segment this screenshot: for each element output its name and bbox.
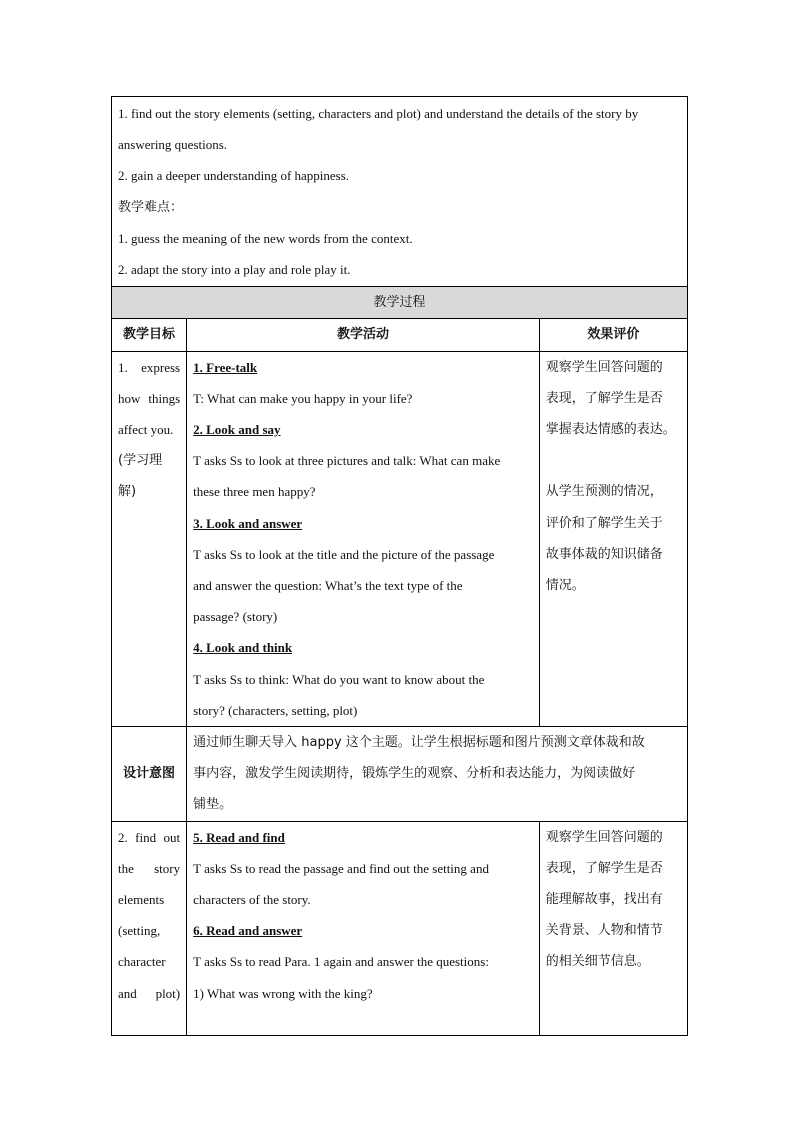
evaluation-line bbox=[546, 445, 681, 476]
evaluation-line: 能理解故事，找出有 bbox=[545, 892, 663, 908]
lesson-plan-table bbox=[111, 96, 688, 1036]
difficulty-label: 教学难点： bbox=[118, 199, 184, 215]
objective-line-2: answering questions. bbox=[118, 137, 228, 153]
objective-line-3: 2. gain a deeper understanding of happiness. bbox=[118, 168, 350, 184]
activity-line: T asks Ss to read Para. 1 again and answer the questions: bbox=[193, 954, 489, 970]
objective-line-1: 1. find out the story elements (setting, characters and plot) and understand the details of the story by bbox=[118, 106, 639, 121]
column-header-evaluation: 效果评价 bbox=[539, 319, 687, 351]
activity-heading: 1. Free-talk bbox=[193, 359, 258, 375]
goal-cell-2 bbox=[112, 821, 187, 1035]
activity-line: T asks Ss to think: What do you want to know about the bbox=[193, 671, 485, 687]
activity-line: and answer the question: What’s the text type of the bbox=[193, 578, 463, 594]
activity-line: T asks Ss to look at three pictures and talk: What can make bbox=[193, 453, 501, 469]
evaluation-line: 观察学生回答问题的 bbox=[545, 359, 663, 375]
activity-cell-2 bbox=[187, 821, 540, 1035]
activity-line: these three men happy? bbox=[193, 484, 316, 500]
evaluation-line: 掌握表达情感的表达。 bbox=[545, 422, 676, 438]
activity-line: T asks Ss to look at the title and the picture of the passage bbox=[193, 546, 495, 562]
objectives-cell bbox=[112, 97, 688, 287]
activity-line: T: What can make you happy in your life? bbox=[193, 390, 413, 406]
design-intent-label: 设计意图 bbox=[112, 727, 187, 822]
goal-line: character bbox=[118, 954, 166, 970]
evaluation-line: 观察学生回答问题的 bbox=[545, 829, 663, 845]
goal-line: and plot) bbox=[118, 985, 181, 1001]
evaluation-line: 从学生预测的情况， bbox=[545, 484, 663, 500]
activity-line: story? (characters, setting, plot) bbox=[193, 702, 358, 718]
column-header-goal: 教学目标 bbox=[112, 319, 187, 351]
design-intent-row bbox=[112, 727, 688, 822]
activity-line: characters of the story. bbox=[193, 892, 311, 908]
activity-line: passage? (story) bbox=[193, 609, 278, 625]
activity-heading: 2. Look and say bbox=[193, 422, 281, 438]
activity-heading: 5. Read and find bbox=[193, 829, 285, 845]
goal-cell-1 bbox=[112, 351, 187, 726]
design-line: 通过师生聊天导入 happy 这个主题。让学生根据标题和图片预测文章体裁和故 bbox=[193, 735, 645, 751]
evaluation-cell-1 bbox=[539, 351, 687, 726]
activity-line: 1) What was wrong with the king? bbox=[193, 985, 373, 1001]
evaluation-cell-2 bbox=[539, 821, 687, 1035]
goal-line: (学习理解) bbox=[118, 453, 163, 500]
evaluation-line: 评价和了解学生关于 bbox=[545, 515, 663, 531]
evaluation-line: 情况。 bbox=[545, 578, 585, 594]
evaluation-line: 表现，了解学生是否 bbox=[545, 390, 663, 406]
goal-line: elements bbox=[118, 892, 165, 908]
evaluation-line: 表现，了解学生是否 bbox=[545, 860, 663, 876]
activity-line: T asks Ss to read the passage and find out the setting and bbox=[193, 860, 489, 876]
goal-line: 1. express bbox=[118, 359, 181, 375]
goal-line: the story bbox=[118, 860, 181, 876]
goal-line: how things bbox=[118, 390, 181, 406]
design-line: 事内容，激发学生阅读期待，锻炼学生的观察、分析和表达能力，为阅读做好 bbox=[193, 766, 636, 782]
activity-heading: 6. Read and answer bbox=[193, 923, 303, 939]
difficulty-line-1: 1. guess the meaning of the new words from the context. bbox=[118, 230, 413, 246]
column-header-row bbox=[112, 319, 688, 351]
activity-heading: 4. Look and think bbox=[193, 640, 293, 656]
activity-heading: 3. Look and answer bbox=[193, 515, 303, 531]
table-row bbox=[112, 351, 688, 726]
design-line: 铺垫。 bbox=[193, 797, 233, 813]
goal-line: affect you. bbox=[118, 422, 174, 438]
evaluation-line: 关背景、人物和情节 bbox=[545, 923, 663, 939]
activity-cell-1 bbox=[187, 351, 540, 726]
goal-line: (setting, bbox=[118, 923, 161, 939]
design-intent-text bbox=[187, 727, 688, 822]
difficulty-line-2: 2. adapt the story into a play and role play it. bbox=[118, 262, 351, 278]
column-header-activity: 教学活动 bbox=[187, 319, 540, 351]
goal-line: 2. find out bbox=[118, 829, 181, 845]
objectives-row bbox=[112, 97, 688, 287]
evaluation-line: 的相关细节信息。 bbox=[545, 954, 650, 970]
table-row bbox=[112, 821, 688, 1035]
section-title: 教学过程 bbox=[112, 287, 688, 319]
evaluation-line: 故事体裁的知识储备 bbox=[545, 546, 663, 562]
section-header-row bbox=[112, 287, 688, 319]
